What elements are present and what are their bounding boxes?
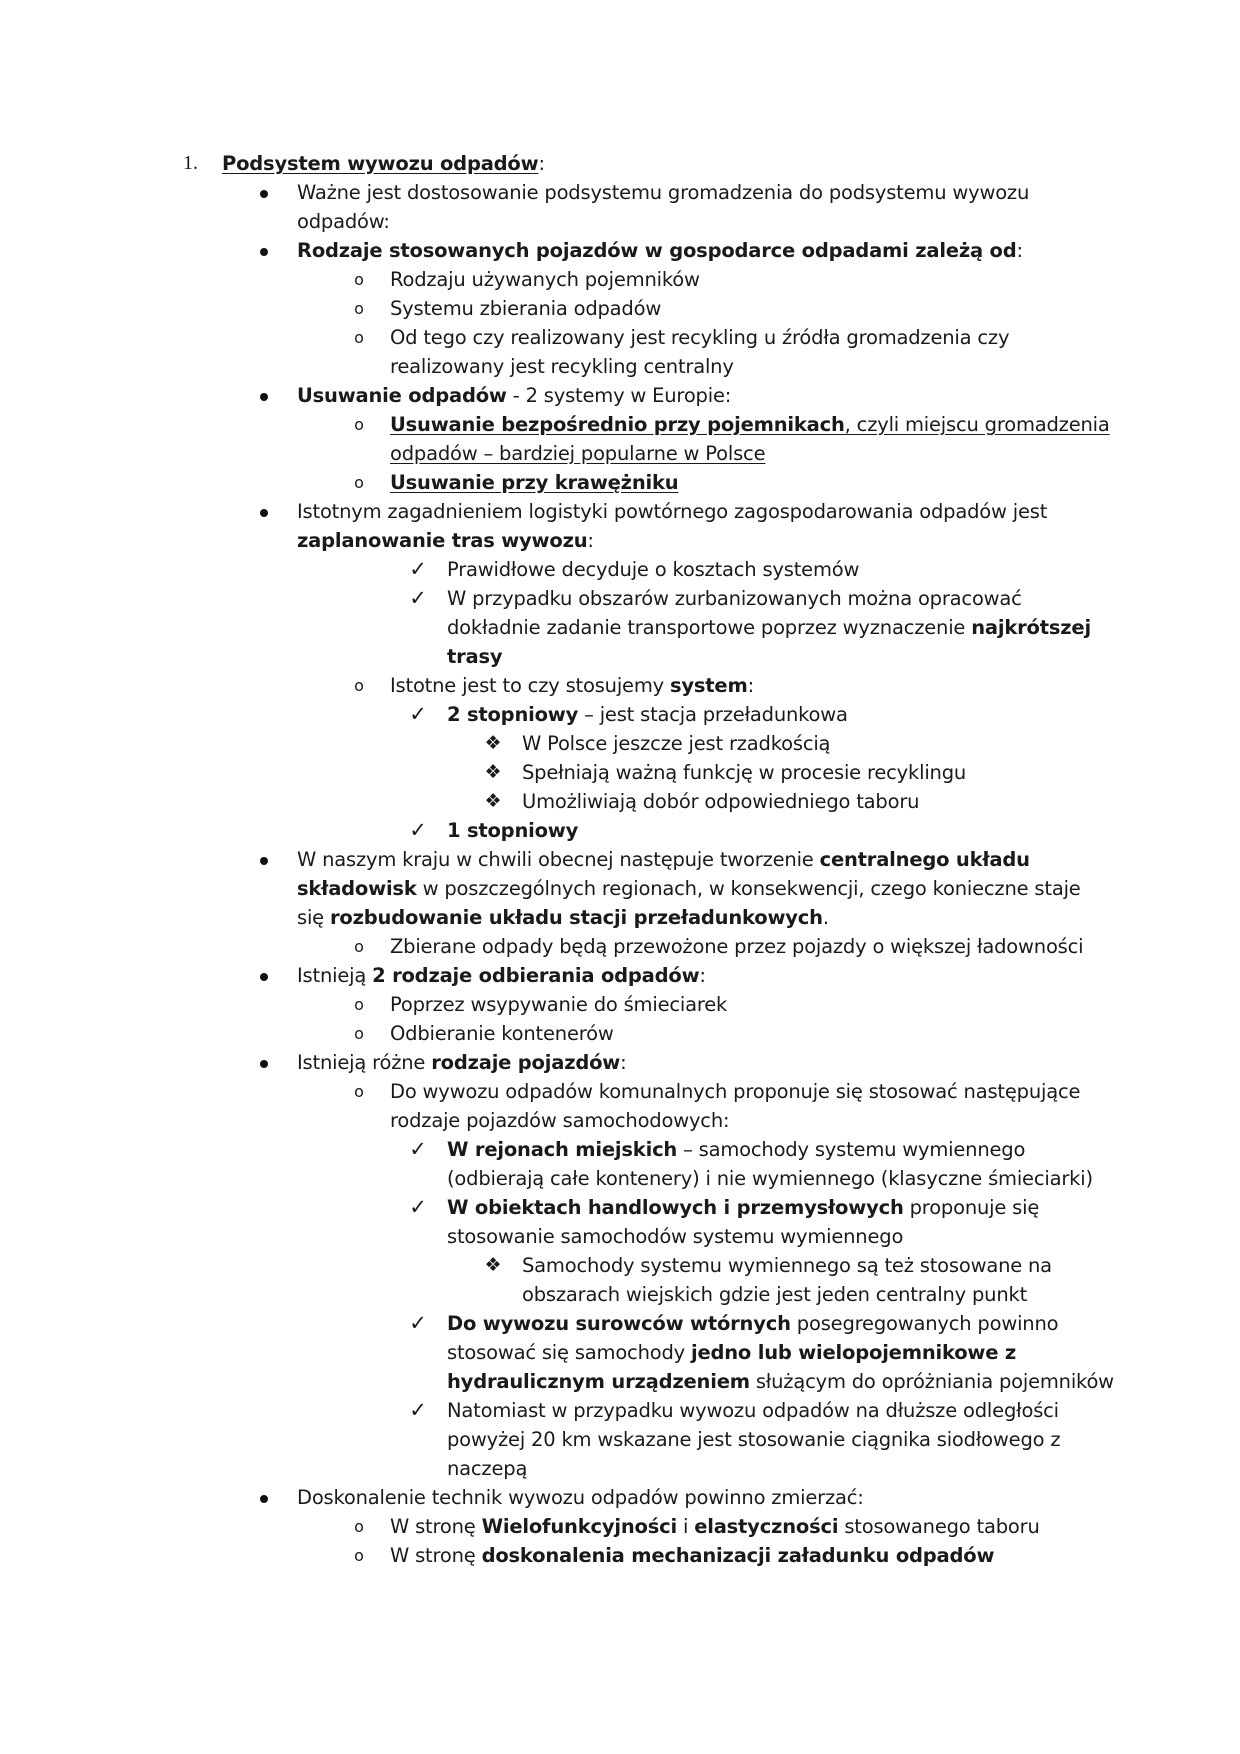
text-line: składowisk w poszczególnych regionach, w konsekwencji, czego konieczne staje — [297, 877, 1081, 900]
text-line: Zbierane odpady będą przewożone przez pojazdy o większej ładowności — [390, 935, 1084, 958]
text-line: Rodzaje stosowanych pojazdów w gospodarce odpadami zależą od: — [297, 239, 1023, 262]
text-line: Doskonalenie technik wywozu odpadów powinno zmierzać: — [297, 1486, 864, 1509]
text-line: W Polsce jeszcze jest rzadkością — [522, 732, 831, 755]
bullet-icon — [252, 1048, 276, 1077]
text-line: dokładnie zadanie transportowe poprzez wyznaczenie najkrótszej — [447, 616, 1091, 639]
text-line: Spełniają ważną funkcję w procesie recyklingu — [522, 761, 967, 784]
diamond-bullet-icon: ❖ — [484, 1254, 502, 1276]
text-line: Ważne jest dostosowanie podsystemu gromadzenia do podsystemu wywozu — [297, 181, 1030, 204]
diamond-bullet-icon: ❖ — [484, 732, 502, 754]
text-line: Istotnym zagadnieniem logistyki powtórnego zagospodarowania odpadów jest — [297, 500, 1048, 523]
text-line: naczepą — [447, 1457, 528, 1480]
text-line: Usuwanie bezpośrednio przy pojemnikach, czyli miejscu gromadzenia — [390, 413, 1110, 436]
text-line: zaplanowanie tras wywozu: — [297, 529, 594, 552]
text-line: trasy — [447, 645, 503, 668]
bullet-icon — [252, 845, 276, 874]
text-line: hydraulicznym urządzeniem służącym do opróżniania pojemników — [447, 1370, 1114, 1393]
circle-bullet-icon: o — [354, 473, 364, 492]
bullet-icon — [252, 961, 276, 990]
text-line: się rozbudowanie układu stacji przeładunkowych. — [297, 906, 829, 929]
text-line: Prawidłowe decyduje o kosztach systemów — [447, 558, 860, 581]
text-line: (odbierają całe kontenery) i nie wymiennego (klasyczne śmieciarki) — [447, 1167, 1093, 1190]
text-line: Do wywozu surowców wtórnych posegregowanych powinno — [447, 1312, 1059, 1335]
text-line: stosować się samochody jedno lub wielopojemnikowe z — [447, 1341, 1017, 1364]
check-icon: ✓ — [409, 1195, 427, 1219]
text-line: Usuwanie odpadów - 2 systemy w Europie: — [297, 384, 732, 407]
bullet-icon — [252, 236, 276, 265]
text-line: Rodzaju używanych pojemników — [390, 268, 700, 291]
circle-bullet-icon: o — [354, 1024, 364, 1043]
text-line: Istnieją 2 rodzaje odbierania odpadów: — [297, 964, 706, 987]
circle-bullet-icon: o — [354, 328, 364, 347]
text-line: rodzaje pojazdów samochodowych: — [390, 1109, 730, 1132]
text-line: obszarach wiejskich gdzie jest jeden centralny punkt — [522, 1283, 1028, 1306]
text-line: W stronę doskonalenia mechanizacji załadunku odpadów — [390, 1544, 995, 1567]
text-line: Istotne jest to czy stosujemy system: — [390, 674, 754, 697]
bullet-icon — [252, 381, 276, 410]
text-line: Usuwanie przy krawężniku — [390, 471, 679, 494]
check-icon: ✓ — [409, 702, 427, 726]
text-line: Do wywozu odpadów komunalnych proponuje się stosować następujące — [390, 1080, 1081, 1103]
check-icon: ✓ — [409, 1398, 427, 1422]
text-line: powyżej 20 km wskazane jest stosowanie ciągnika siodłowego z — [447, 1428, 1061, 1451]
check-icon: ✓ — [409, 1311, 427, 1335]
bullet-icon — [252, 178, 276, 207]
text-line: Umożliwiają dobór odpowiedniego taboru — [522, 790, 920, 813]
text-line: Samochody systemu wymiennego są też stosowane na — [522, 1254, 1052, 1277]
text-line: W przypadku obszarów zurbanizowanych można opracować — [447, 587, 1022, 610]
text-line: Natomiast w przypadku wywozu odpadów na dłuższe odległości — [447, 1399, 1059, 1422]
check-icon: ✓ — [409, 557, 427, 581]
circle-bullet-icon: o — [354, 995, 364, 1014]
diamond-bullet-icon: ❖ — [484, 761, 502, 783]
text-line: 2 stopniowy – jest stacja przeładunkowa — [447, 703, 848, 726]
text-line: Systemu zbierania odpadów — [390, 297, 662, 320]
text-line: Istnieją różne rodzaje pojazdów: — [297, 1051, 627, 1074]
text-line: 1 stopniowy — [447, 819, 579, 842]
section-title: Podsystem wywozu odpadów — [222, 152, 539, 175]
check-icon: ✓ — [409, 586, 427, 610]
circle-bullet-icon: o — [354, 415, 364, 434]
check-icon: ✓ — [409, 818, 427, 842]
list-number: 1. — [183, 152, 198, 174]
section-title-colon: : — [538, 152, 545, 175]
diamond-bullet-icon: ❖ — [484, 790, 502, 812]
check-icon: ✓ — [409, 1137, 427, 1161]
text-line: W obiektach handlowych i przemysłowych proponuje się — [447, 1196, 1040, 1219]
text-line: Poprzez wsypywanie do śmieciarek — [390, 993, 728, 1016]
text-line: Odbieranie kontenerów — [390, 1022, 614, 1045]
circle-bullet-icon: o — [354, 270, 364, 289]
circle-bullet-icon: o — [354, 937, 364, 956]
text-line: W stronę Wielofunkcyjności i elastyczności stosowanego taboru — [390, 1515, 1040, 1538]
circle-bullet-icon: o — [354, 299, 364, 318]
text-line: W rejonach miejskich – samochody systemu wymiennego — [447, 1138, 1026, 1161]
bullet-icon — [252, 1483, 276, 1512]
text-line: realizowany jest recykling centralny — [390, 355, 734, 378]
section-heading — [222, 149, 545, 178]
circle-bullet-icon: o — [354, 1517, 364, 1536]
text-line: odpadów: — [297, 210, 390, 233]
text-line: stosowanie samochodów systemu wymiennego — [447, 1225, 904, 1248]
bullet-icon — [252, 497, 276, 526]
circle-bullet-icon: o — [354, 676, 364, 695]
circle-bullet-icon: o — [354, 1082, 364, 1101]
circle-bullet-icon: o — [354, 1546, 364, 1565]
text-line: odpadów – bardziej popularne w Polsce — [390, 442, 766, 465]
text-line: W naszym kraju w chwili obecnej następuje tworzenie centralnego układu — [297, 848, 1030, 871]
text-line: Od tego czy realizowany jest recykling u źródła gromadzenia czy — [390, 326, 1010, 349]
